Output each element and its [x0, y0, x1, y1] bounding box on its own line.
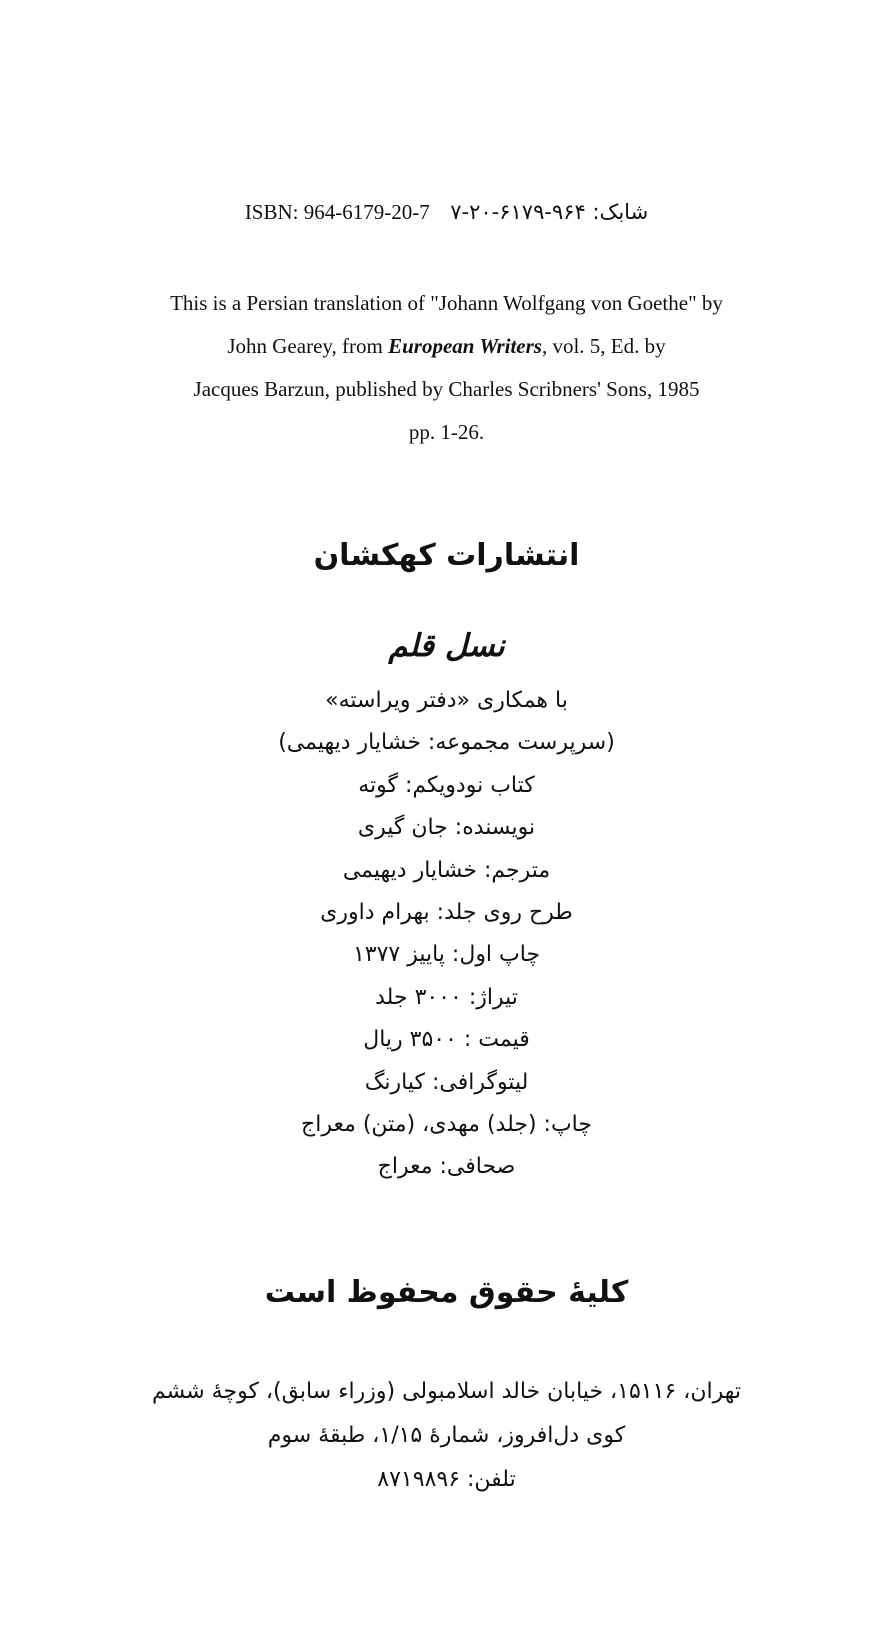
- isbn-persian: شابک: ۹۶۴-۶۱۷۹-۲۰-۷: [450, 200, 649, 224]
- credit-collaboration: با همکاری «دفتر ویراسته»: [325, 688, 568, 713]
- credit-translator: مترجم: خشایار دیهیمی: [342, 857, 551, 883]
- credit-price: قیمت : ۳۵۰۰ ریال: [363, 1027, 530, 1053]
- translation-note-line-3: Jacques Barzun, published by Charles Scribners' Sons, 1985: [193, 377, 700, 401]
- isbn-line: [0, 200, 893, 225]
- address-line-2: کوی دل‌افروز، شمارهٔ ۱/۱۵، طبقهٔ سوم: [267, 1423, 626, 1448]
- translation-note-line-1: This is a Persian translation of "Johann Wolfgang von Goethe" by: [170, 291, 723, 315]
- translation-note: [60, 282, 833, 454]
- credit-binding: صحافی: معراج: [377, 1154, 516, 1180]
- source-book-title: European Writers: [388, 334, 542, 358]
- translation-note-line-2-before: John Gearey, from: [227, 334, 389, 358]
- address-line-1: تهران، ۱۵۱۱۶، خیابان خالد اسلامبولی (وزراء سابق)، کوچهٔ ششم: [151, 1379, 742, 1404]
- translation-note-line-2-after: , vol. 5, Ed. by: [541, 334, 666, 358]
- credit-book-number: کتاب نودویکم: گوته: [358, 772, 535, 798]
- credit-cover-design: طرح روی جلد: بهرام داوری: [320, 900, 573, 926]
- credits-list: [0, 680, 893, 1189]
- credit-print-run: تیراژ: ۳۰۰۰ جلد: [375, 984, 518, 1010]
- address-phone: تلفن: ۸۷۱۹۸۹۶: [377, 1467, 516, 1492]
- rights-statement: کلیهٔ حقوق محفوظ است: [264, 1275, 629, 1310]
- publisher-name: انتشارات کهکشان: [313, 538, 580, 573]
- credit-printing: چاپ: (جلد) مهدی، (متن) معراج: [301, 1112, 592, 1138]
- credit-first-edition: چاپ اول: پاییز ۱۳۷۷: [352, 942, 541, 968]
- publisher-address: [60, 1370, 833, 1502]
- credit-lithography: لیتوگرافی: کیارنگ: [364, 1069, 529, 1095]
- imprint-name: نسل قلم: [388, 628, 505, 664]
- credit-author: نویسنده: جان گیری: [357, 815, 536, 841]
- isbn-latin: ISBN: 964-6179-20-7: [244, 200, 430, 224]
- translation-note-line-4: pp. 1-26.: [408, 420, 485, 444]
- credit-series-editor: (سرپرست مجموعه: خشایار دیهیمی): [278, 730, 615, 756]
- translation-note-line-2: [60, 325, 833, 368]
